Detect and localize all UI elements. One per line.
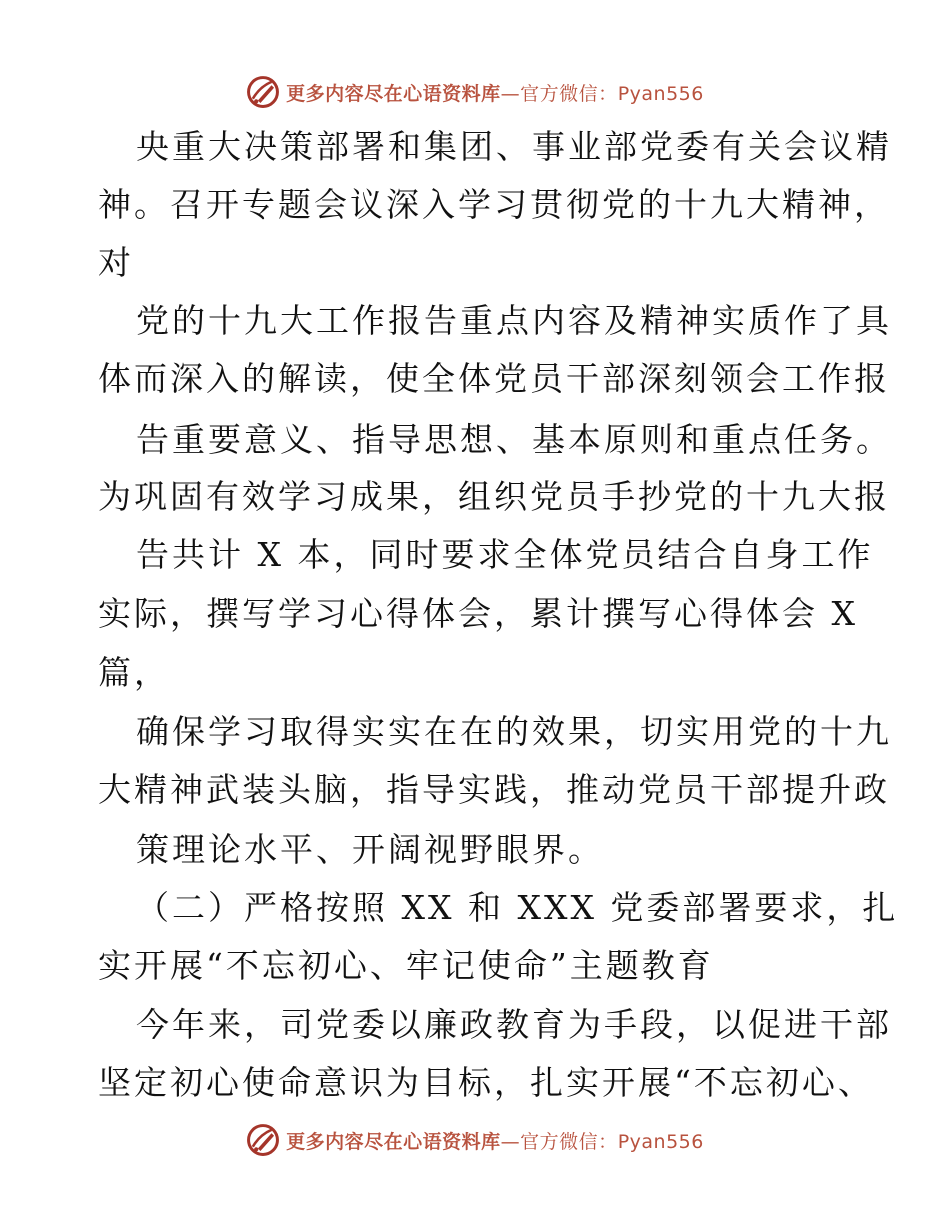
footer-banner-main: 更多内容尽在心语资料库 <box>286 1130 501 1153</box>
body-line: 党的十九大工作报告重点内容及精神实质作了具 <box>136 301 892 340</box>
body-line: 央重大决策部署和集团、事业部党委有关会议精 <box>136 127 892 166</box>
body-line: 告重要意义、指导思想、基本原则和重点任务。 <box>136 420 892 459</box>
body-line: 坚定初心使命意识为目标，扎实开展“不忘初心、 <box>98 1063 874 1102</box>
body-line: 篇， <box>98 653 170 692</box>
body-line: 策理论水平、开阔视野眼界。 <box>136 830 604 869</box>
body-line: 为巩固有效学习成果，组织党员手抄党的十九大报 <box>98 477 890 516</box>
footer-banner-wechat: Pyan556 <box>617 1130 704 1153</box>
pen-logo-icon <box>246 1123 280 1157</box>
body-line: 大精神武装头脑，指导实践，推动党员干部提升政 <box>98 770 890 809</box>
body-line: 体而深入的解读，使全体党员干部深刻领会工作报 <box>98 359 890 398</box>
body-line: （二）严格按照 XX 和 XXX 党委部署要求，扎 <box>136 888 899 927</box>
header-banner-separator: —官方微信： <box>500 82 618 105</box>
footer-banner <box>0 1120 950 1160</box>
body-line: 今年来，司党委以廉政教育为手段，以促进干部 <box>136 1005 892 1044</box>
body-line: 实际，撰写学习心得体会，累计撰写心得体会 X <box>98 594 858 633</box>
footer-banner-text <box>286 1127 704 1154</box>
header-banner-wechat: Pyan556 <box>617 82 704 105</box>
body-line: 告共计 X 本，同时要求全体党员结合自身工作 <box>136 535 874 574</box>
body-line: 确保学习取得实实在在的效果，切实用党的十九 <box>136 712 892 751</box>
header-banner-main: 更多内容尽在心语资料库 <box>286 82 501 105</box>
body-line: 实开展“不忘初心、牢记使命”主题教育 <box>98 946 714 985</box>
body-line: 神。召开专题会议深入学习贯彻党的十九大精神， <box>98 185 890 224</box>
footer-banner-separator: —官方微信： <box>500 1130 618 1153</box>
body-line: 对 <box>98 243 134 282</box>
